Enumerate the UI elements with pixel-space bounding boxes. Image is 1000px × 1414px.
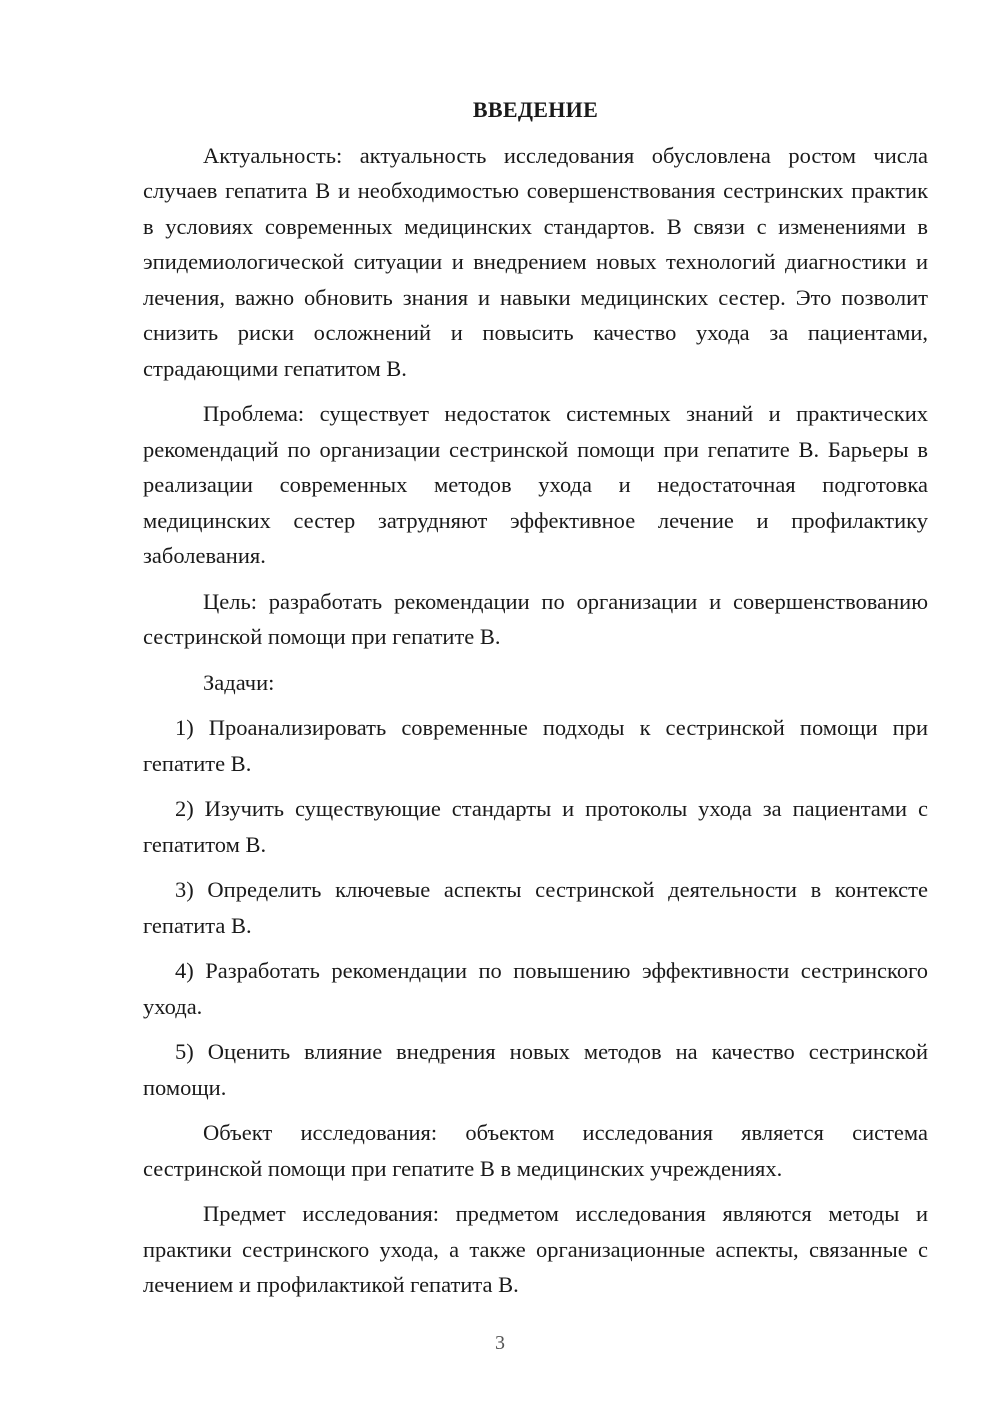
relevance-paragraph: Актуальность: актуальность исследования обусловлена ростом числа случаев гепатита В и необходимостью совершенствования сестринских практик в условиях современных медицинских стандартов. В связи с изменениями в эпидемиологической ситуации и внедрением новых технологий диагностики и лечения, важно обновить знания и навыки медицинских сестер. Это позволит снизить риски осложнений и повысить качество ухода за пациентами, страдающими гепатитом В. xyxy=(143,142,928,381)
task-item-5: 5) Оценить влияние внедрения новых методов на качество сестринской помощи. xyxy=(143,1039,928,1100)
document-page xyxy=(143,92,928,1313)
section-heading: ВВЕДЕНИЕ xyxy=(472,97,599,122)
tasks-label: Задачи: xyxy=(203,669,275,695)
task-item-3: 3) Определить ключевые аспекты сестринской деятельности в контексте гепатита В. xyxy=(143,877,928,938)
subject-paragraph: Предмет исследования: предметом исследования являются методы и практики сестринского ухода, а также организационные аспекты, связанные с лечением и профилактикой гепатита В. xyxy=(143,1201,928,1297)
task-item-4: 4) Разработать рекомендации по повышению эффективности сестринского ухода. xyxy=(143,958,928,1019)
task-item-2: 2) Изучить существующие стандарты и протоколы ухода за пациентами с гепатитом В. xyxy=(143,796,928,857)
problem-paragraph: Проблема: существует недостаток системных знаний и практических рекомендаций по организации сестринской помощи при гепатите В. Барьеры в реализации современных методов ухода и недостаточная подготовка медицинских сестер затрудняют эффективное лечение и профилактику заболевания. xyxy=(143,401,928,568)
goal-paragraph: Цель: разработать рекомендации по организации и совершенствованию сестринской помощи при гепатите В. xyxy=(143,588,928,649)
object-paragraph: Объект исследования: объектом исследования является система сестринской помощи при гепатите В в медицинских учреждениях. xyxy=(143,1120,928,1181)
task-item-1: 1) Проанализировать современные подходы к сестринской помощи при гепатите В. xyxy=(143,715,928,776)
page-number: 3 xyxy=(495,1332,505,1354)
